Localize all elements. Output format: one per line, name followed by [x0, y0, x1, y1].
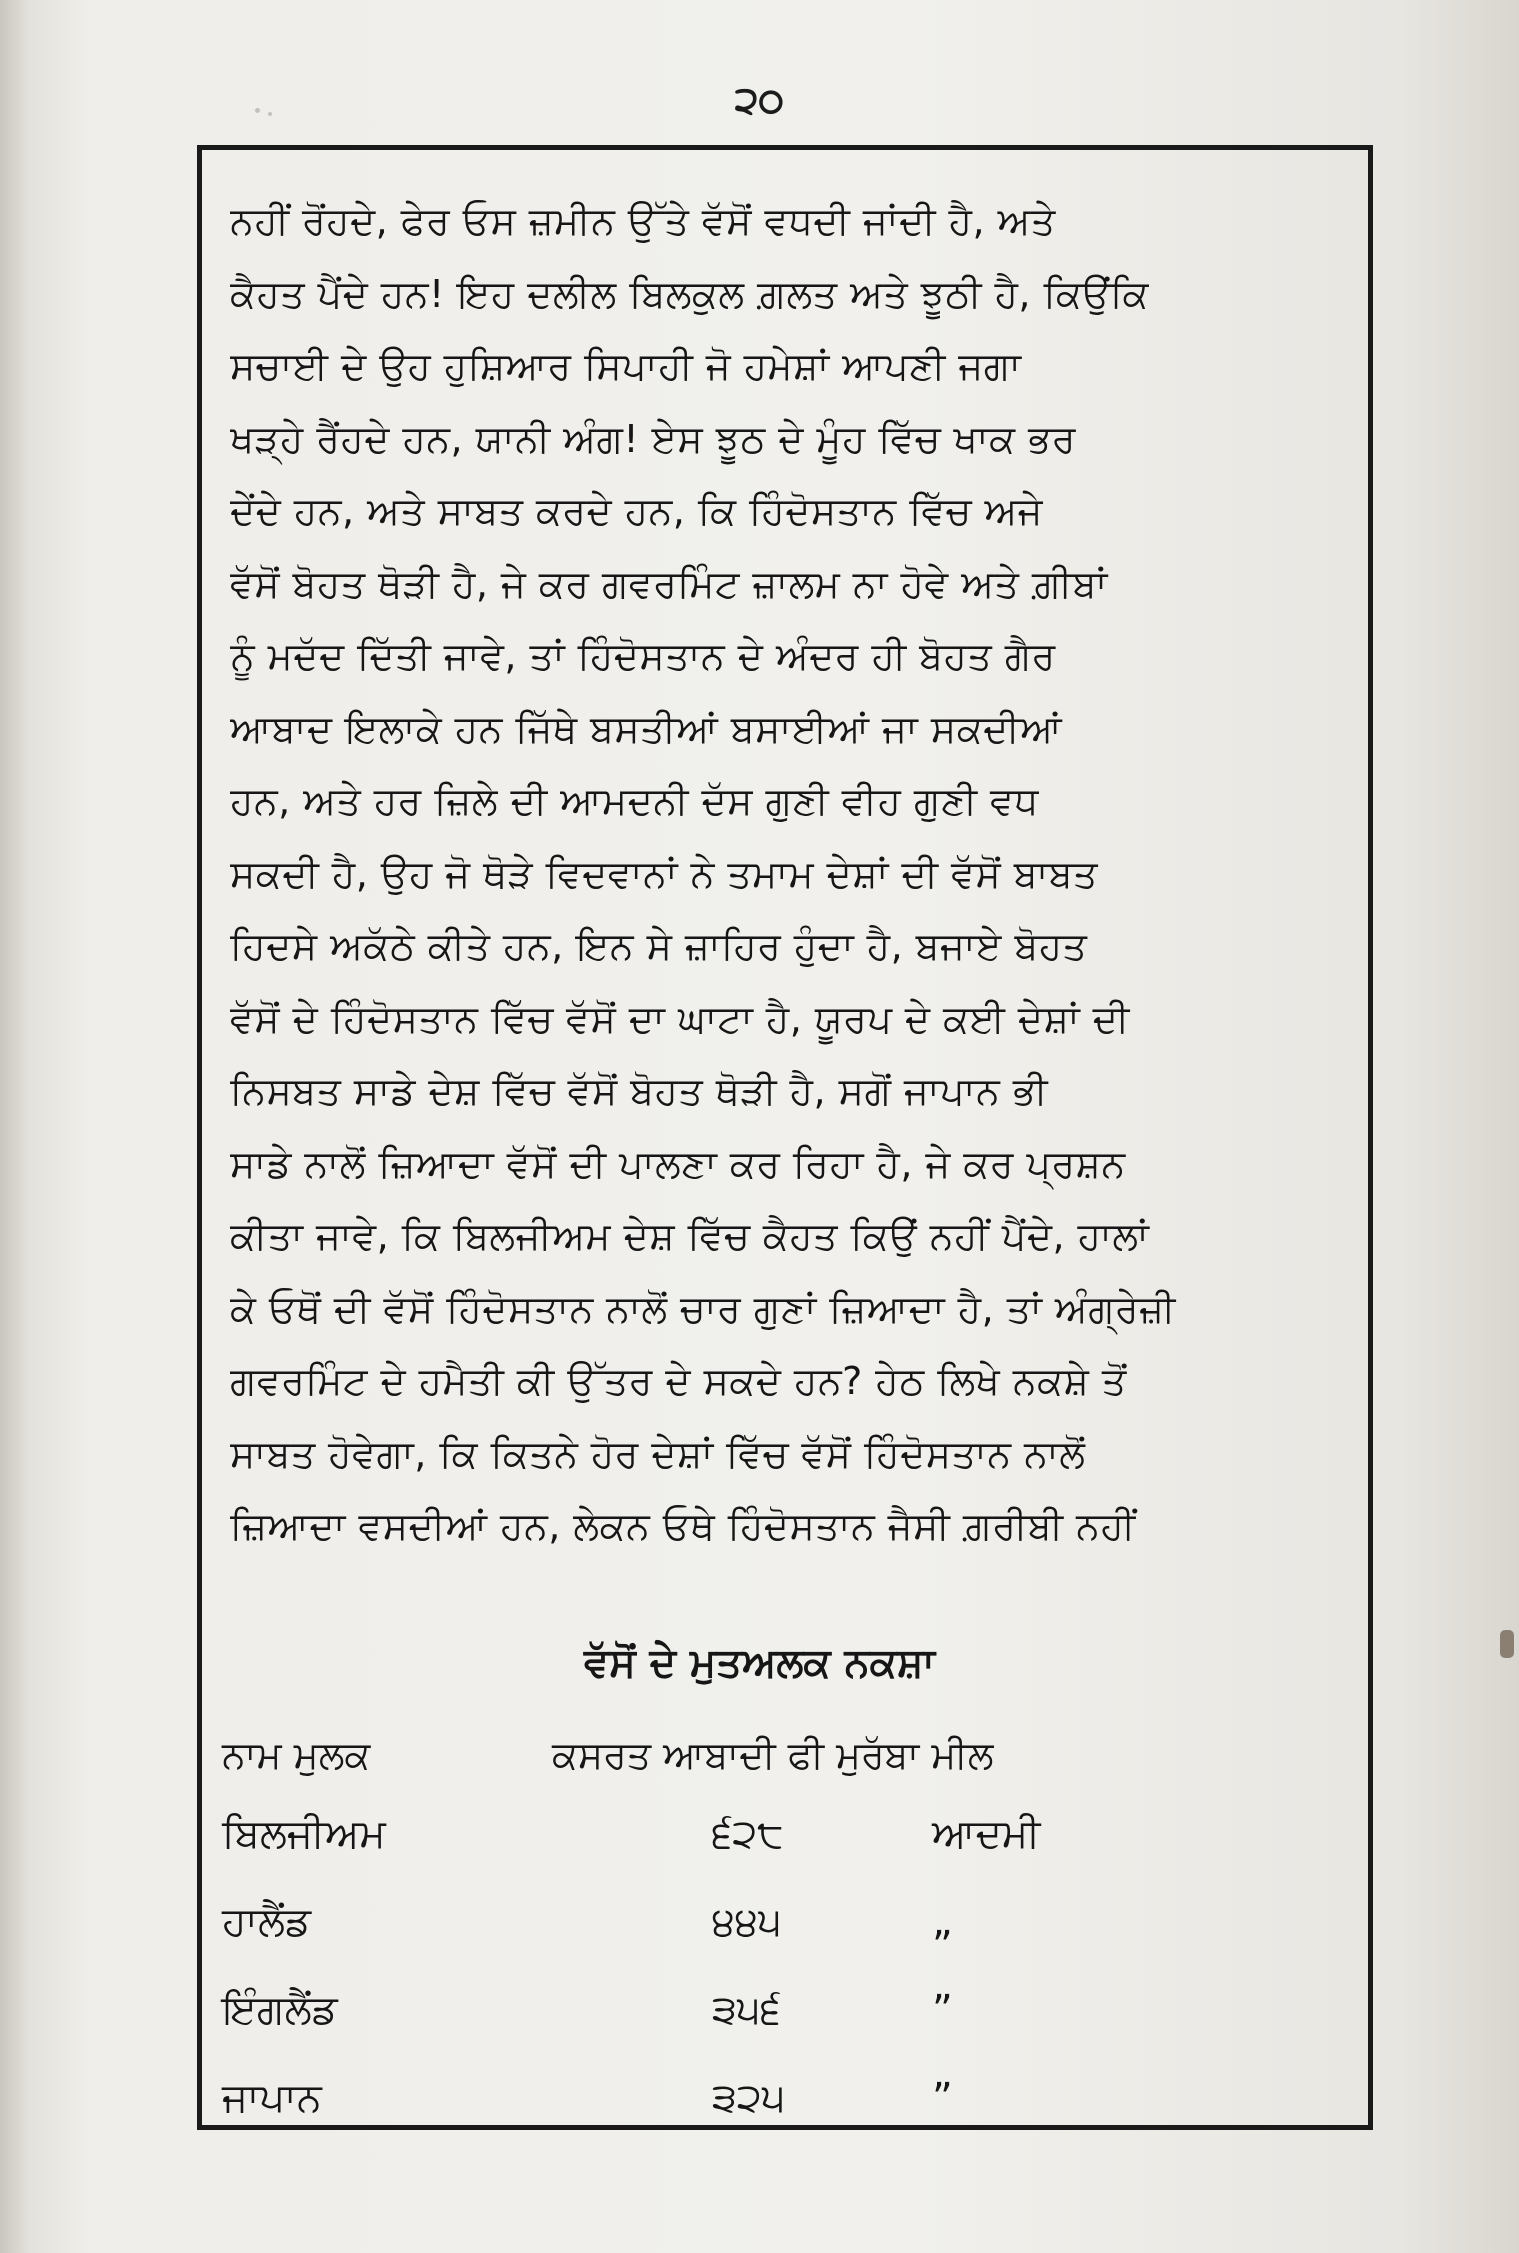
text-line: ਕੈਹਤ ਪੈਂਦੇ ਹਨ! ਇਹ ਦਲੀਲ ਬਿਲਕੁਲ ਗ਼ਲਤ ਅਤੇ ਝੂਠੀ ਹੈ, ਕਿਉਂਕਿ	[230, 271, 1149, 316]
table-row	[222, 1790, 1342, 1878]
header-country: ਨਾਮ ਮੁਲਕ	[222, 1732, 371, 1777]
text-line: ਸਚਾਈ ਦੇ ਉਹ ਹੁਸ਼ਿਆਰ ਸਿਪਾਹੀ ਜੋ ਹਮੇਸ਼ਾਂ ਆਪਣੀ ਜਗਾ	[230, 344, 1022, 388]
row-value: ੬੨੮	[712, 1811, 784, 1857]
text-line: ਕੀਤਾ ਜਾਵੇ, ਕਿ ਬਿਲਜੀਅਮ ਦੇਸ਼ ਵਿੱਚ ਕੈਹਤ ਕਿਉਂ ਨਹੀਂ ਪੈਂਦੇ, ਹਾਲਾਂ	[230, 1214, 1150, 1258]
text-line: ਵੱਸੋਂ ਦੇ ਹਿੰਦੋਸਤਾਨ ਵਿੱਚ ਵੱਸੋਂ ਦਾ ਘਾਟਾ ਹੈ, ਯੂਰਪ ਦੇ ਕਈ ਦੇਸ਼ਾਂ ਦੀ	[230, 996, 1130, 1041]
row-country: ਬਿਲਜੀਅਮ	[222, 1811, 386, 1857]
population-density-table	[222, 1720, 1342, 2142]
row-unit: ”	[932, 1987, 953, 2033]
body-text	[230, 185, 1360, 1563]
row-value: ੪੪੫	[712, 1899, 782, 1945]
row-country: ਇੰਗਲੈਂਡ	[222, 1987, 338, 2033]
text-line: ਨਿਸਬਤ ਸਾਡੇ ਦੇਸ਼ ਵਿੱਚ ਵੱਸੋਂ ਬੋਹਤ ਥੋੜੀ ਹੈ, ਸਗੋਂ ਜਾਪਾਨ ਭੀ	[230, 1069, 1049, 1113]
text-line: ਸਾਡੇ ਨਾਲੋਂ ਜ਼ਿਆਦਾ ਵੱਸੋਂ ਦੀ ਪਾਲਣਾ ਕਰ ਰਿਹਾ ਹੈ, ਜੇ ਕਰ ਪ੍ਰਸ਼ਨ	[230, 1141, 1126, 1186]
row-value: ੩੫੬	[712, 1987, 781, 2033]
text-line: ਵੱਸੋਂ ਬੋਹਤ ਥੋੜੀ ਹੈ, ਜੇ ਕਰ ਗਵਰਮਿੰਟ ਜ਼ਾਲਮ ਨਾ ਹੋਵੇ ਅਤੇ ਗ਼ੀਬਾਂ	[230, 561, 1108, 606]
text-line: ਹਿਦਸੇ ਅਕੱਠੇ ਕੀਤੇ ਹਨ, ਇਨ ਸੇ ਜ਼ਾਹਿਰ ਹੁੰਦਾ ਹੈ, ਬਜਾਏ ਬੋਹਤ	[230, 924, 1088, 968]
row-country: ਜਾਪਾਨ	[222, 2075, 322, 2121]
text-line: ਖੜ੍ਹੇ ਰੈਂਹਦੇ ਹਨ, ਯਾਨੀ ਅੰਗ! ਏਸ ਝੂਠ ਦੇ ਮੂੰਹ ਵਿੱਚ ਖਾਕ ਭਰ	[230, 416, 1076, 461]
table-header-row	[222, 1720, 1342, 1790]
text-line: ਨਹੀਂ ਰੋਂਹਦੇ, ਫੇਰ ਓਸ ਜ਼ਮੀਨ ਉੱਤੇ ਵੱਸੋਂ ਵਧਦੀ ਜਾਂਦੀ ਹੈ, ਅਤੇ	[230, 199, 1056, 243]
text-line: ਜ਼ਿਆਦਾ ਵਸਦੀਆਂ ਹਨ, ਲੇਕਨ ਓਥੇ ਹਿੰਦੋਸਤਾਨ ਜੈਸੀ ਗ਼ਰੀਬੀ ਨਹੀਂ	[230, 1504, 1136, 1548]
text-line: ਸਾਬਤ ਹੋਵੇਗਾ, ਕਿ ਕਿਤਨੇ ਹੋਰ ਦੇਸ਼ਾਂ ਵਿੱਚ ਵੱਸੋਂ ਹਿੰਦੋਸਤਾਨ ਨਾਲੋਂ	[230, 1431, 1086, 1476]
text-line: ਦੇਂਦੇ ਹਨ, ਅਤੇ ਸਾਬਤ ਕਰਦੇ ਹਨ, ਕਿ ਹਿੰਦੋਸਤਾਨ ਵਿੱਚ ਅਜੇ	[230, 489, 1043, 533]
text-line: ਗਵਰਮਿੰਟ ਦੇ ਹਮੈਤੀ ਕੀ ਉੱਤਰ ਦੇ ਸਕਦੇ ਹਨ? ਹੇਠ ਲਿਖੇ ਨਕਸ਼ੇ ਤੋਂ	[230, 1359, 1127, 1403]
text-line: ਕੇ ਓਥੋਂ ਦੀ ਵੱਸੋਂ ਹਿੰਦੋਸਤਾਨ ਨਾਲੋਂ ਚਾਰ ਗੁਣਾਂ ਜ਼ਿਆਦਾ ਹੈ, ਤਾਂ ਅੰਗ੍ਰੇਜ਼ੀ	[230, 1286, 1176, 1331]
table-row	[222, 2054, 1342, 2142]
row-value: ੩੨੫	[712, 2075, 786, 2121]
row-unit: ”	[932, 2075, 953, 2121]
row-unit: ਆਦਮੀ	[932, 1811, 1041, 1857]
table-title: ਵੱਸੋਂ ਦੇ ਮੁਤਅਲਕ ਨਕਸ਼ਾ	[584, 1640, 935, 1686]
text-line: ਨੂੰ ਮਦੱਦ ਦਿੱਤੀ ਜਾਵੇ, ਤਾਂ ਹਿੰਦੋਸਤਾਨ ਦੇ ਅੰਦਰ ਹੀ ਬੋਹਤ ਗੈਰ	[230, 634, 1056, 678]
table-row	[222, 1878, 1342, 1966]
page-number: ੨੦	[734, 78, 785, 122]
row-unit: „	[932, 1899, 953, 1945]
text-line: ਸਕਦੀ ਹੈ, ਉਹ ਜੋ ਥੋੜੇ ਵਿਦਵਾਨਾਂ ਨੇ ਤਮਾਮ ਦੇਸ਼ਾਂ ਦੀ ਵੱਸੋਂ ਬਾਬਤ	[230, 851, 1098, 896]
row-country: ਹਾਲੈਂਡ	[222, 1899, 312, 1945]
header-density: ਕਸਰਤ ਆਬਾਦੀ ਫੀ ਮੁਰੱਬਾ ਮੀਲ	[552, 1732, 994, 1777]
text-line: ਆਬਾਦ ਇਲਾਕੇ ਹਨ ਜਿੱਥੇ ਬਸਤੀਆਂ ਬਸਾਈਆਂ ਜਾ ਸਕਦੀਆਂ	[230, 706, 1063, 751]
table-row	[222, 1966, 1342, 2054]
text-line: ਹਨ, ਅਤੇ ਹਰ ਜ਼ਿਲੇ ਦੀ ਆਮਦਨੀ ਦੱਸ ਗੁਣੀ ਵੀਹ ਗੁਣੀ ਵਧ	[230, 779, 1039, 823]
